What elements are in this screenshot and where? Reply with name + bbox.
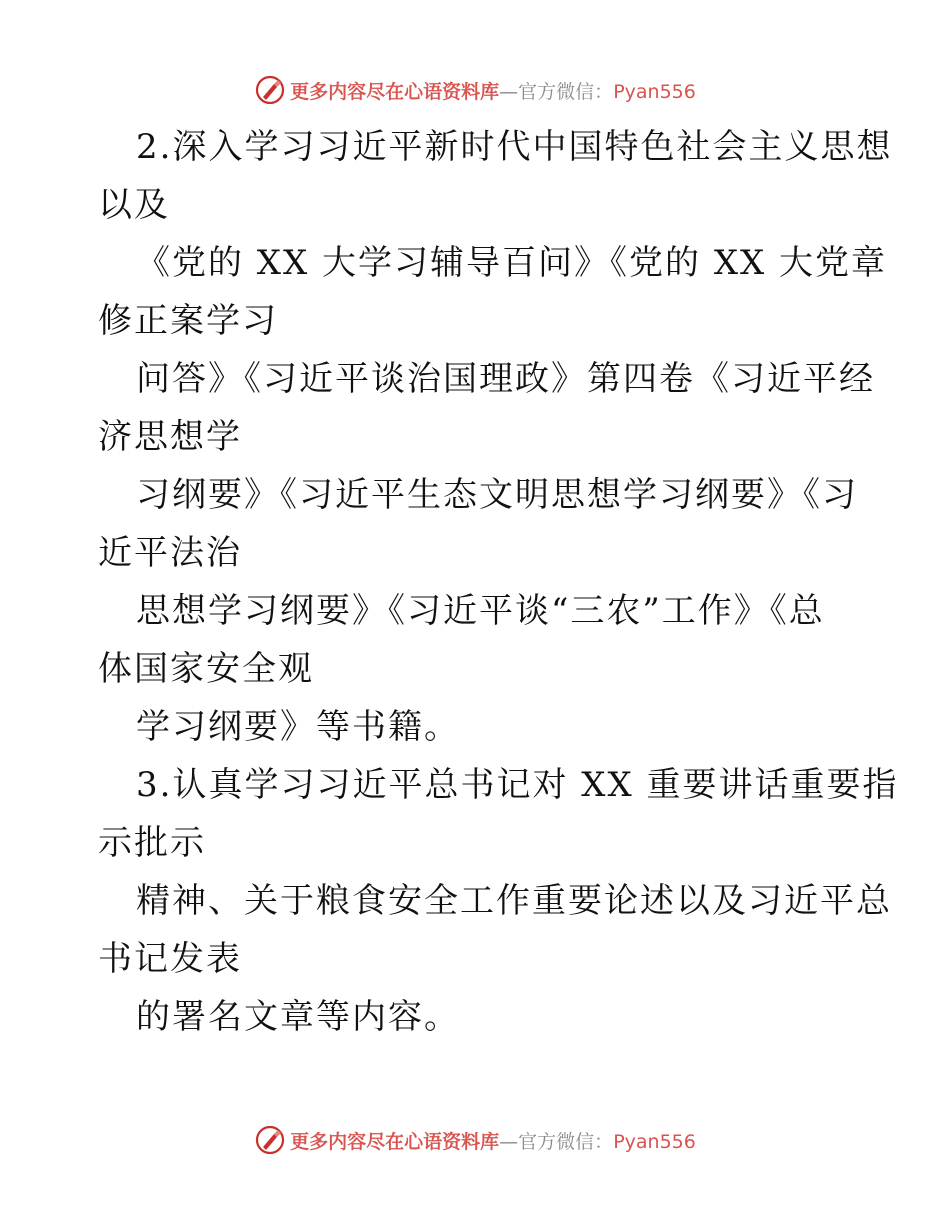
header-banner-title: 更多内容尽在心语资料库 — [290, 80, 500, 103]
body-line: 示批示 — [98, 823, 206, 863]
document-body — [98, 118, 899, 1046]
header-banner-dash: — — [499, 80, 519, 103]
footer-banner-text — [290, 1127, 696, 1154]
pen-logo-icon — [254, 74, 286, 106]
header-wechat-account: Pyan556 — [613, 80, 696, 103]
body-line: 习纲要》《习近平生态文明思想学习纲要》《习 — [136, 475, 858, 515]
pen-logo-icon — [254, 1124, 286, 1156]
body-line: 学习纲要》等书籍。 — [136, 707, 460, 747]
body-line: 修正案学习 — [98, 301, 278, 341]
body-line: 精神、关于粮食安全工作重要论述以及习近平总 — [136, 881, 892, 921]
header-banner — [0, 70, 950, 110]
body-line: 思想学习纲要》《习近平谈“三农”工作》《总 — [136, 591, 825, 631]
header-wechat-label: 官方微信： — [518, 80, 614, 103]
footer-wechat-account: Pyan556 — [613, 1130, 696, 1153]
body-line: 以及 — [98, 185, 170, 225]
footer-wechat-label: 官方微信： — [518, 1130, 614, 1153]
header-banner-text — [290, 77, 696, 104]
body-line: 济思想学 — [98, 417, 242, 457]
body-line: 的署名文章等内容。 — [136, 997, 460, 1037]
body-line: 近平法治 — [98, 533, 242, 573]
body-line: 2.深入学习习近平新时代中国特色社会主义思想 — [136, 127, 893, 167]
footer-banner — [0, 1120, 950, 1160]
body-line: 《党的 XX 大学习辅导百问》《党的 XX 大党章 — [136, 243, 888, 283]
footer-banner-dash: — — [499, 1130, 519, 1153]
body-line: 体国家安全观 — [98, 649, 314, 689]
body-line: 问答》《习近平谈治国理政》第四卷《习近平经 — [136, 359, 875, 399]
body-line: 书记发表 — [98, 939, 242, 979]
footer-banner-title: 更多内容尽在心语资料库 — [290, 1130, 500, 1153]
body-line: 3.认真学习习近平总书记对 XX 重要讲话重要指 — [136, 765, 899, 805]
